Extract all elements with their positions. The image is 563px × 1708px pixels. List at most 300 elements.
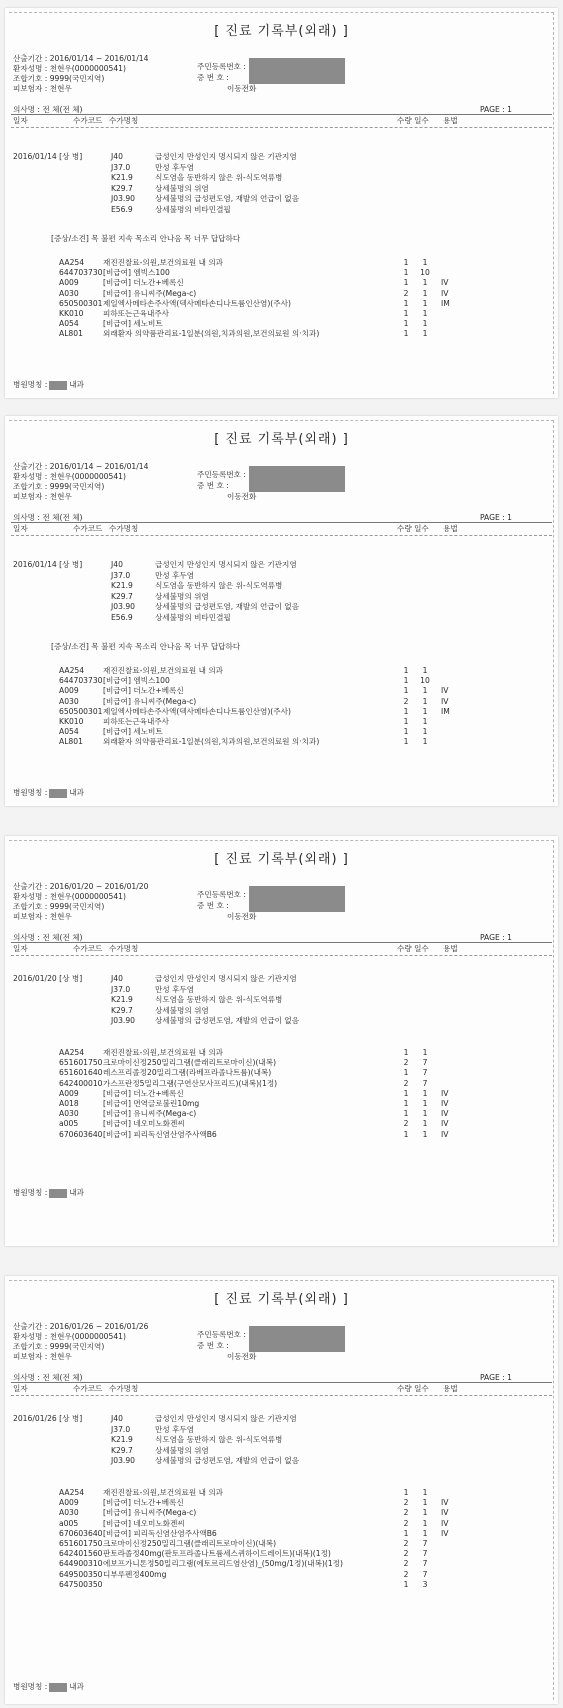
phone-label: 이동전화 — [227, 492, 257, 501]
table-row — [5, 697, 558, 707]
table-row — [5, 707, 558, 717]
item-days: 1 — [422, 1048, 428, 1057]
item-name: [비급여] 유니씨주(Mega-c) — [103, 1109, 197, 1119]
item-qty: 1 — [403, 308, 409, 318]
item-days: 1 — [422, 1518, 428, 1528]
resident-no-label: 주민등록번호 : — [197, 470, 246, 479]
item-days: 3 — [422, 1579, 428, 1589]
item-usage: IV — [441, 1129, 449, 1139]
item-qty: 1 — [403, 258, 409, 267]
footer-dept: 내과 — [69, 788, 84, 797]
table-row — [5, 258, 558, 268]
table-row — [5, 1529, 558, 1539]
symptom-note: [증상/소견] 목 불편 지속 목소리 안나옴 목 너무 답답하다 — [51, 234, 241, 243]
item-days: 1 — [422, 1129, 428, 1139]
redacted-hospital — [49, 789, 67, 798]
record-page-2 — [5, 416, 558, 806]
item-code: AA254 — [59, 1048, 85, 1057]
item-qty: 2 — [403, 1078, 409, 1088]
item-name: [비급여] 엠빅스100 — [103, 268, 170, 278]
cert-no-label: 증 번 호 : — [197, 1341, 229, 1350]
table-row — [5, 329, 558, 339]
page-number: PAGE : 1 — [479, 933, 512, 942]
item-usage: IV — [441, 686, 449, 696]
item-days: 10 — [420, 268, 430, 278]
item-qty: 1 — [403, 1088, 409, 1098]
diagnosis-name: 상세불명의 위염 — [155, 1445, 209, 1455]
item-code: 644900310 — [59, 1559, 103, 1569]
item-days: 10 — [420, 676, 430, 686]
item-qty: 1 — [403, 268, 409, 278]
item-code: 651601640 — [59, 1068, 103, 1078]
table-row — [5, 1079, 558, 1089]
item-qty: 1 — [403, 737, 409, 747]
item-name: 제일엑사메타손주사액(덱사메타손디나트륨인산염)(주사) — [103, 706, 291, 716]
col-name: 수가명칭 — [109, 944, 139, 953]
footer-label: 병원명칭 : — [13, 788, 48, 797]
diagnosis-name: 상세불명의 급성편도염, 재발의 언급이 없음 — [155, 1016, 300, 1025]
item-qty: 1 — [403, 1048, 409, 1057]
item-usage: IV — [441, 1119, 449, 1129]
item-usage: IV — [441, 1498, 449, 1508]
insured-label: 피보험자 : 천현우 — [13, 1352, 72, 1361]
item-qty: 1 — [403, 686, 409, 696]
item-code: KK010 — [59, 308, 84, 318]
diagnosis-name: 식도염을 동반하지 않은 위-식도역류병 — [155, 173, 283, 182]
item-qty: 2 — [403, 1058, 409, 1068]
item-code: A030 — [59, 1109, 79, 1119]
item-code: A009 — [59, 278, 79, 288]
item-days: 7 — [422, 1569, 428, 1579]
item-usage: IM — [441, 298, 450, 308]
diagnosis-name: 상세불명의 급성편도염, 재발의 언급이 없음 — [155, 602, 300, 611]
table-row — [5, 1048, 558, 1058]
item-name: 외래환자 의약품관리료-1일분(의원,치과의원,보건의료원 의·치과) — [103, 329, 320, 339]
page-number: PAGE : 1 — [479, 1373, 512, 1382]
header-rule — [11, 114, 552, 115]
item-name: [비급여] 네오미노화겐씨 — [103, 1518, 185, 1528]
prescription-list — [5, 258, 558, 340]
phone-label: 이동전화 — [227, 84, 257, 93]
item-code: a005 — [59, 1119, 79, 1129]
table-row — [5, 289, 558, 299]
item-code: A054 — [59, 319, 79, 329]
cert-no-label: 증 번 호 : — [197, 481, 229, 490]
item-name: 가스프란정5밀리그램(구연산모사프리드)(내복)(1정) — [103, 1078, 278, 1088]
item-days: 1 — [422, 298, 428, 308]
item-code: a005 — [59, 1518, 79, 1528]
page-title: [ 진료 기록부(외래) ] — [214, 432, 349, 447]
diagnosis-name: 식도염을 동반하지 않은 위-식도역류병 — [155, 581, 283, 590]
item-days: 1 — [422, 686, 428, 696]
item-name: [비급여] 면역글로불린10mg — [103, 1098, 200, 1108]
item-qty: 1 — [403, 716, 409, 726]
item-name: [비급여] 더노간+베록신 — [103, 278, 184, 288]
item-days: 1 — [422, 1528, 428, 1538]
item-days: 7 — [422, 1538, 428, 1548]
item-name: [비급여] 엠빅스100 — [103, 676, 170, 686]
footer-dept: 내과 — [69, 1682, 84, 1691]
diagnosis-name: 만성 후두염 — [155, 162, 195, 172]
item-usage: IV — [441, 1088, 449, 1098]
table-row — [5, 1570, 558, 1580]
diagnosis-name: 만성 후두염 — [155, 570, 195, 580]
item-code: 651601750 — [59, 1058, 103, 1068]
diagnosis-code: K21.9 — [111, 1435, 133, 1444]
item-qty: 1 — [403, 666, 409, 675]
table-row — [5, 319, 558, 329]
diagnosis-code: K29.7 — [111, 1445, 133, 1455]
diagnosis-name: 만성 후두염 — [155, 984, 195, 994]
table-row — [5, 1130, 558, 1140]
header-rule — [11, 522, 552, 523]
diagnosis-code: J03.90 — [111, 602, 135, 611]
item-usage: IV — [441, 1518, 449, 1528]
header-rule-bottom — [11, 1395, 552, 1396]
diagnosis-code: J37.0 — [111, 984, 131, 994]
table-row — [5, 1580, 558, 1590]
period-label: 산출기간 : 2016/01/26 ~ 2016/01/26 — [13, 1322, 149, 1331]
item-name: [비급여] 더노간+베록신 — [103, 1498, 184, 1508]
diagnosis-name: 상세불명의 비타민결핍 — [155, 612, 231, 622]
col-date: 일자 — [13, 1384, 28, 1393]
item-days: 1 — [422, 727, 428, 737]
item-code: AL801 — [59, 329, 83, 339]
item-qty: 1 — [403, 1579, 409, 1589]
item-days: 1 — [422, 716, 428, 726]
resident-no-label: 주민등록번호 : — [197, 62, 246, 71]
redacted-block — [249, 886, 345, 912]
patient-label: 환자성명 : 천현우(0000000541) — [13, 892, 126, 901]
header-rule-bottom — [11, 127, 552, 128]
col-qty-days: 수량 일수 — [397, 944, 429, 953]
header-rule — [11, 1382, 552, 1383]
table-row — [5, 1058, 558, 1068]
cert-no-label: 증 번 호 : — [197, 73, 229, 82]
col-code: 수가코드 — [73, 944, 103, 953]
item-name: [비급여] 유니씨주(Mega-c) — [103, 696, 197, 706]
table-row — [5, 278, 558, 288]
item-code: AA254 — [59, 258, 85, 267]
phone-label: 이동전화 — [227, 912, 257, 921]
insurance-label: 조합기호 : 9999(국민지역) — [13, 74, 105, 83]
item-days: 1 — [422, 308, 428, 318]
table-row — [5, 1089, 558, 1099]
diagnosis-code: J40 — [111, 560, 123, 569]
item-name: [비급여] 세노비트 — [103, 727, 163, 737]
footer-label: 병원명칭 : — [13, 1188, 48, 1197]
item-qty: 1 — [403, 1098, 409, 1108]
record-page-3 — [5, 836, 558, 1246]
item-code: A030 — [59, 288, 79, 298]
col-date: 일자 — [13, 524, 28, 533]
table-row — [5, 1539, 558, 1549]
item-days: 1 — [422, 1109, 428, 1119]
col-name: 수가명칭 — [109, 1384, 139, 1393]
period-label: 산출기간 : 2016/01/20 ~ 2016/01/20 — [13, 882, 149, 891]
item-code: A009 — [59, 1498, 79, 1508]
item-qty: 1 — [403, 1129, 409, 1139]
item-name: 레스프리졸정20밀리그램(라베프라졸나트륨)(내복) — [103, 1068, 272, 1078]
table-row — [5, 737, 558, 747]
diagnosis-code: J37.0 — [111, 1424, 131, 1434]
patient-label: 환자성명 : 천현우(0000000541) — [13, 472, 126, 481]
item-name: 재진진찰료-의원,보건의료원 내 의과 — [103, 666, 224, 675]
table-row — [5, 666, 558, 676]
item-days: 1 — [422, 696, 428, 706]
item-usage: IV — [441, 1109, 449, 1119]
item-days: 1 — [422, 329, 428, 339]
diagnosis-name: 급성인지 만성인지 명시되지 않은 기관지염 — [155, 560, 297, 569]
item-days: 1 — [422, 258, 428, 267]
table-row — [5, 1519, 558, 1529]
table-row — [5, 1068, 558, 1078]
period-label: 산출기간 : 2016/01/14 ~ 2016/01/14 — [13, 462, 149, 471]
visit-date: 2016/01/14 [상 병] — [13, 152, 83, 161]
item-qty: 1 — [403, 706, 409, 716]
item-name: 피하또는근육내주사 — [103, 716, 170, 726]
prescription-list — [5, 1048, 558, 1140]
item-code: AL801 — [59, 737, 83, 747]
hospital-footer — [13, 1188, 84, 1198]
diagnosis-name: 급성인지 만성인지 명시되지 않은 기관지염 — [155, 1414, 297, 1423]
col-code: 수가코드 — [73, 524, 103, 533]
page-title: [ 진료 기록부(외래) ] — [214, 852, 349, 867]
item-days: 7 — [422, 1549, 428, 1559]
insured-label: 피보험자 : 천현우 — [13, 492, 72, 501]
insured-label: 피보험자 : 천현우 — [13, 912, 72, 921]
item-code: 647500350 — [59, 1579, 103, 1589]
item-code: 649500350 — [59, 1569, 103, 1579]
col-name: 수가명칭 — [109, 116, 139, 125]
col-date: 일자 — [13, 944, 28, 953]
diagnosis-name: 식도염을 동반하지 않은 위-식도역류병 — [155, 1435, 283, 1444]
item-code: A009 — [59, 686, 79, 696]
redacted-block — [249, 466, 345, 492]
item-name: 피하또는근육내주사 — [103, 308, 170, 318]
diagnosis-name: 상세불명의 급성편도염, 재발의 언급이 없음 — [155, 1456, 300, 1465]
item-code: A018 — [59, 1098, 79, 1108]
item-code: KK010 — [59, 716, 84, 726]
item-qty: 1 — [403, 319, 409, 329]
item-qty: 2 — [403, 1518, 409, 1528]
item-qty: 1 — [403, 298, 409, 308]
hospital-footer — [13, 380, 84, 390]
footer-label: 병원명칭 : — [13, 380, 48, 389]
item-name: [비급여] 세노비트 — [103, 319, 163, 329]
col-code: 수가코드 — [73, 1384, 103, 1393]
item-name: 판토라졸정40mg(판토프라졸나트륨세스퀴하이드레이트)(내복)(1정) — [103, 1549, 331, 1559]
diagnosis-code: K21.9 — [111, 995, 133, 1004]
diagnosis-code: J37.0 — [111, 162, 131, 172]
redacted-block — [249, 58, 345, 84]
col-usage: 용법 — [443, 1384, 458, 1393]
item-name: 디부루펜정400mg — [103, 1569, 167, 1579]
item-usage: IV — [441, 1098, 449, 1108]
item-qty: 2 — [403, 696, 409, 706]
item-qty: 1 — [403, 329, 409, 339]
item-qty: 1 — [403, 278, 409, 288]
diagnosis-code: K29.7 — [111, 1005, 133, 1015]
redacted-hospital — [49, 381, 67, 390]
table-row — [5, 1508, 558, 1518]
diagnosis-code: E56.9 — [111, 612, 133, 622]
item-qty: 1 — [403, 676, 409, 686]
item-days: 7 — [422, 1078, 428, 1088]
table-row — [5, 686, 558, 696]
col-qty-days: 수량 일수 — [397, 524, 429, 533]
patient-label: 환자성명 : 천현우(0000000541) — [13, 64, 126, 73]
item-usage: IV — [441, 1528, 449, 1538]
period-label: 산출기간 : 2016/01/14 ~ 2016/01/14 — [13, 54, 149, 63]
item-name: [비급여] 유니씨주(Mega-c) — [103, 288, 197, 298]
item-qty: 1 — [403, 1528, 409, 1538]
item-days: 7 — [422, 1058, 428, 1068]
item-code: 650500301 — [59, 706, 103, 716]
table-row — [5, 1549, 558, 1559]
record-page-1 — [5, 8, 558, 398]
item-usage: IV — [441, 696, 449, 706]
diagnosis-name: 상세불명의 급성편도염, 재발의 언급이 없음 — [155, 194, 300, 203]
item-days: 1 — [422, 1508, 428, 1518]
item-name: 외래환자 의약품관리료-1일분(의원,치과의원,보건의료원 의·치과) — [103, 737, 320, 747]
table-row — [5, 727, 558, 737]
footer-label: 병원명칭 : — [13, 1682, 48, 1691]
item-code: A030 — [59, 1508, 79, 1518]
item-usage: IM — [441, 706, 450, 716]
diagnosis-code: J37.0 — [111, 570, 131, 580]
item-name: [비급여] 피리독신염산염주사액B6 — [103, 1528, 217, 1538]
col-date: 일자 — [13, 116, 28, 125]
doctor-label: 의사명 : 전 체(전 체) — [13, 933, 83, 942]
item-days: 1 — [422, 1488, 428, 1497]
item-days: 1 — [422, 288, 428, 298]
table-row — [5, 309, 558, 319]
header-rule — [11, 942, 552, 943]
item-qty: 1 — [403, 1068, 409, 1078]
col-code: 수가코드 — [73, 116, 103, 125]
col-name: 수가명칭 — [109, 524, 139, 533]
cert-no-label: 증 번 호 : — [197, 901, 229, 910]
table-row — [5, 717, 558, 727]
header-rule-bottom — [11, 955, 552, 956]
item-days: 1 — [422, 319, 428, 329]
hospital-footer — [13, 1682, 84, 1692]
item-qty: 2 — [403, 1559, 409, 1569]
table-row — [5, 1099, 558, 1109]
item-name: [비급여] 피리독신염산염주사액B6 — [103, 1129, 217, 1139]
diagnosis-code: K21.9 — [111, 581, 133, 590]
symptom-note: [증상/소견] 목 불편 지속 목소리 안나옴 목 너무 답답하다 — [51, 642, 241, 651]
item-days: 7 — [422, 1068, 428, 1078]
table-row — [5, 1119, 558, 1129]
item-code: 670603640 — [59, 1528, 103, 1538]
item-code: 651601750 — [59, 1538, 103, 1548]
visit-date: 2016/01/26 [상 병] — [13, 1414, 83, 1423]
item-days: 7 — [422, 1559, 428, 1569]
page-title: [ 진료 기록부(외래) ] — [214, 24, 349, 39]
page-number: PAGE : 1 — [479, 105, 512, 114]
table-row — [5, 299, 558, 309]
diagnosis-code: J03.90 — [111, 1456, 135, 1465]
item-days: 1 — [422, 1098, 428, 1108]
item-name: 재진진찰료-의원,보건의료원 내 의과 — [103, 1048, 224, 1057]
item-usage: IV — [441, 288, 449, 298]
item-name: [비급여] 더노간+베록신 — [103, 1088, 184, 1098]
footer-dept: 내과 — [69, 1188, 84, 1197]
item-qty: 2 — [403, 1549, 409, 1559]
diagnosis-name: 상세불명의 위염 — [155, 1005, 209, 1015]
page-number: PAGE : 1 — [479, 513, 512, 522]
item-code: 642401560 — [59, 1549, 103, 1559]
item-days: 1 — [422, 666, 428, 675]
resident-no-label: 주민등록번호 : — [197, 1330, 246, 1339]
table-row — [5, 1488, 558, 1498]
table-row — [5, 268, 558, 278]
diagnosis-code: K29.7 — [111, 591, 133, 601]
item-code: 642400010 — [59, 1078, 103, 1088]
item-days: 1 — [422, 1088, 428, 1098]
item-qty: 1 — [403, 1488, 409, 1497]
header-rule-bottom — [11, 535, 552, 536]
item-days: 1 — [422, 278, 428, 288]
item-code: A030 — [59, 696, 79, 706]
item-qty: 1 — [403, 1109, 409, 1119]
col-usage: 용법 — [443, 116, 458, 125]
item-days: 1 — [422, 706, 428, 716]
item-name: 재진진찰료-의원,보건의료원 내 의과 — [103, 1488, 224, 1497]
table-row — [5, 1559, 558, 1569]
col-qty-days: 수량 일수 — [397, 116, 429, 125]
item-code: 670603640 — [59, 1129, 103, 1139]
diagnosis-code: J40 — [111, 974, 123, 983]
diagnosis-code: J03.90 — [111, 194, 135, 203]
footer-dept: 내과 — [69, 380, 84, 389]
redacted-hospital — [49, 1189, 67, 1198]
item-code: 644703730 — [59, 676, 103, 686]
insured-label: 피보험자 : 천현우 — [13, 84, 72, 93]
item-code: A054 — [59, 727, 79, 737]
diagnosis-code: E56.9 — [111, 204, 133, 214]
table-row — [5, 1109, 558, 1119]
item-qty: 1 — [403, 727, 409, 737]
doctor-label: 의사명 : 전 체(전 체) — [13, 513, 83, 522]
col-usage: 용법 — [443, 944, 458, 953]
item-code: 650500301 — [59, 298, 103, 308]
doctor-label: 의사명 : 전 체(전 체) — [13, 1373, 83, 1382]
item-name: 에보프가니톤정50밀리그램(에토르리드염산염)_(50mg/1정)(내복)(1정) — [103, 1559, 343, 1569]
diagnosis-name: 식도염을 동반하지 않은 위-식도역류병 — [155, 995, 283, 1004]
col-qty-days: 수량 일수 — [397, 1384, 429, 1393]
hospital-footer — [13, 788, 84, 798]
item-name: 크로마이신정250밀리그램(클래리트로마이신)(내복) — [103, 1058, 277, 1068]
item-qty: 2 — [403, 1498, 409, 1508]
diagnosis-name: 급성인지 만성인지 명시되지 않은 기관지염 — [155, 974, 297, 983]
record-page-4 — [5, 1276, 558, 1704]
visit-date: 2016/01/14 [상 병] — [13, 560, 83, 569]
item-days: 1 — [422, 737, 428, 747]
item-qty: 2 — [403, 288, 409, 298]
item-days: 1 — [422, 1119, 428, 1129]
diagnosis-code: K29.7 — [111, 183, 133, 193]
item-name: 크로마이신정250밀리그램(클래리트로마이신)(내복) — [103, 1538, 277, 1548]
item-days: 1 — [422, 1498, 428, 1508]
item-name: [비급여] 네오미노화겐씨 — [103, 1119, 185, 1129]
item-code: AA254 — [59, 666, 85, 675]
item-code: A009 — [59, 1088, 79, 1098]
diagnosis-code: J03.90 — [111, 1016, 135, 1025]
phone-label: 이동전화 — [227, 1352, 257, 1361]
